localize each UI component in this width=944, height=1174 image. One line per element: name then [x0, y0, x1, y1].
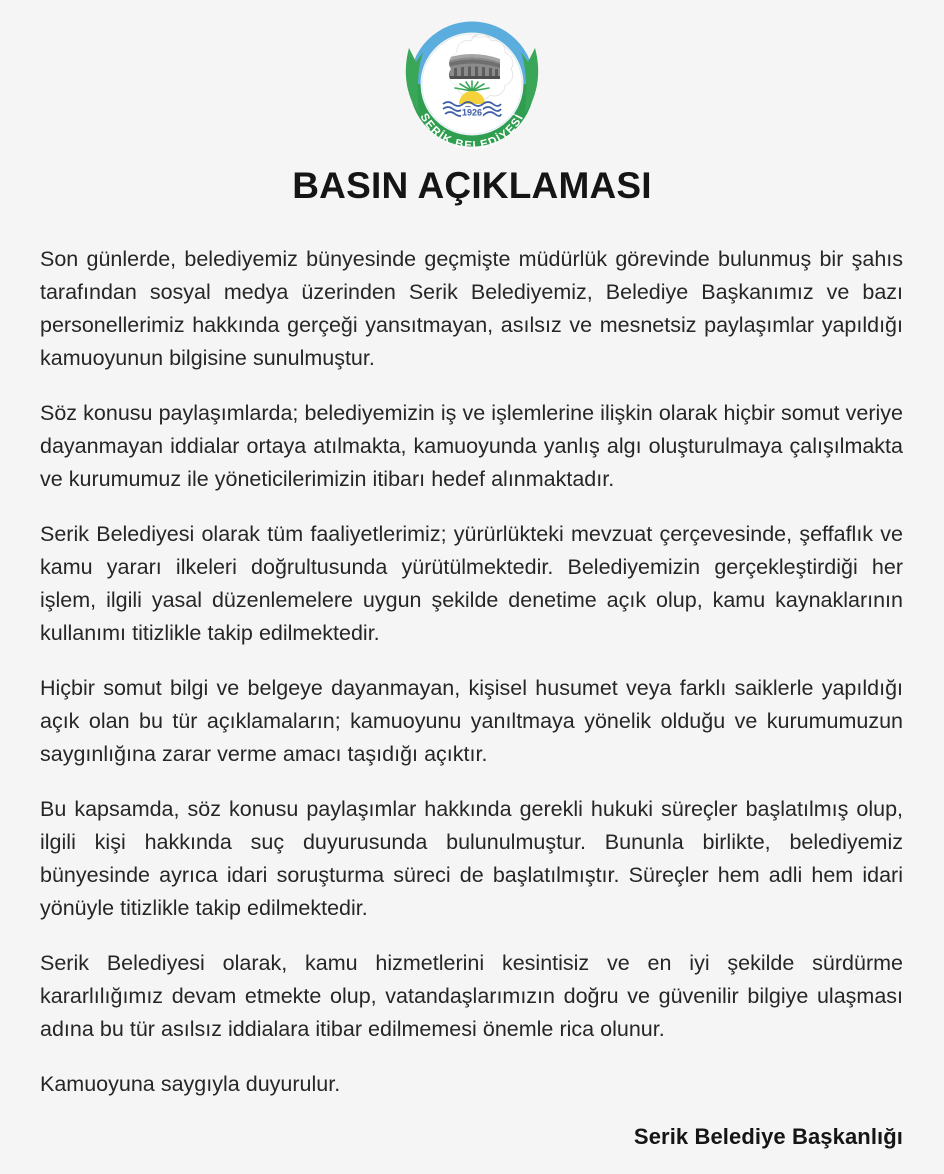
- logo-ring-text: SERİK BELEDİYESİ: [417, 111, 527, 150]
- paragraph: Hiçbir somut bilgi ve belgeye dayanmayan, kişisel husumet veya farklı saiklerle yapıldığı açık olan bu tür açıklamaların; kamuoyunu yanıltmaya yönelik olduğu ve kurumumuzun saygınlığına zarar verme amacı taşıdığı açıktır.: [40, 675, 903, 766]
- signature-block: Serik Belediye Başkanlığı: [633, 1124, 903, 1149]
- paragraph: Bu kapsamda, söz konusu paylaşımlar hakkında gerekli hukuki süreçler başlatılmış olup, ilgili kişi hakkında suç duyurusunda bulunulmuştur. Bununla birlikte, belediyemiz bünyesinde ayrıca idari soruşturma süreci de başlatılmıştır. Süreçler hem adli hem idari yönüyle titizlikle takip edilmektedir.: [40, 796, 903, 920]
- paragraph: Son günlerde, belediyemiz bünyesinde geçmişte müdürlük görevinde bulunmuş bir şahıs tarafından sosyal medya üzerinden Serik Belediyemiz, Belediye Başkanımız ve bazı personellerimiz hakkında gerçeği yansıtmayan, asılsız ve mesnetsiz paylaşımlar yapıldığı kamuoyunun bilgisine sunulmuştur.: [40, 246, 903, 370]
- logo-year: 1926: [461, 107, 483, 118]
- logo-container: [0, 0, 944, 152]
- closing-line: Kamuoyuna saygıyla duyurulur.: [40, 1071, 341, 1096]
- document-body: [0, 207, 944, 1101]
- paragraph: Serik Belediyesi olarak, kamu hizmetlerini kesintisiz ve en iyi şekilde sürdürme kararlılığımız devam etmekte olup, vatandaşlarımızın doğru ve güvenilir bilgiye ulaşması adına bu tür asılsız iddialara itibar edilmemesi önemle rica olunur.: [40, 950, 903, 1041]
- page-title: BASIN AÇIKLAMASI: [292, 165, 652, 206]
- paragraph: Serik Belediyesi olarak tüm faaliyetlerimiz; yürürlükteki mevzuat çerçevesinde, şeffaflık ve kamu yararı ilkeleri doğrultusunda yürütülmektedir. Belediyemizin gerçekleştirdiği her işlem, ilgili yasal düzenlemelere uygun şekilde denetime açık olup, kamu kaynaklarının kullanımı titizlikle takip edilmektedir.: [40, 521, 903, 645]
- paragraph: Söz konusu paylaşımlarda; belediyemizin iş ve işlemlerine ilişkin olarak hiçbir somut veriye dayanmayan iddialar ortaya atılmakta, kamuoyunda yanlış algı oluşturulmaya çalışılmakta ve kurumumuz ile yöneticilerimizin itibarı hedef alınmaktadır.: [40, 400, 903, 491]
- serik-belediyesi-logo: [397, 18, 547, 150]
